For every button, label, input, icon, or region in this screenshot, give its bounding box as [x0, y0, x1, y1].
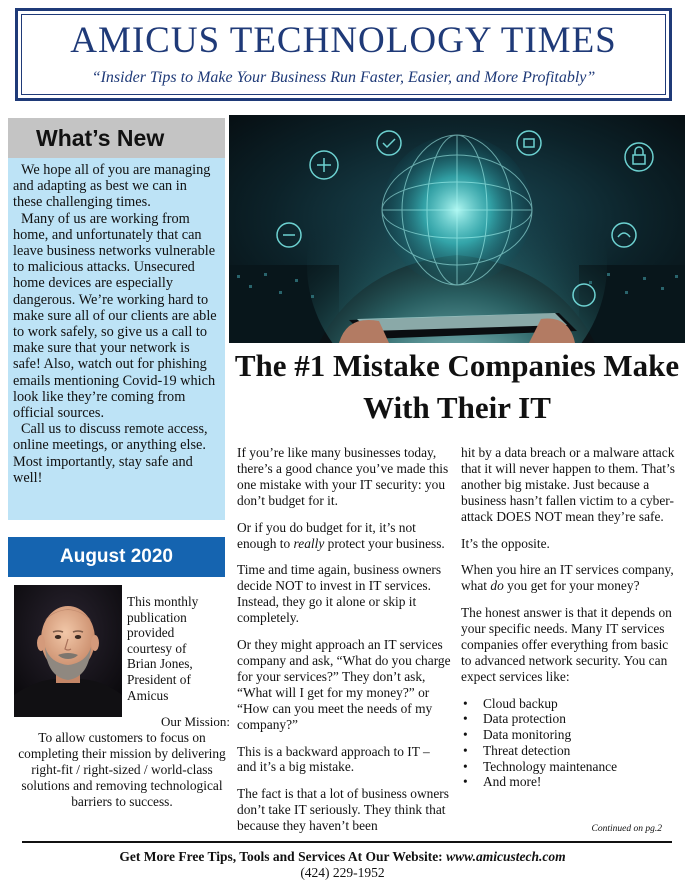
byline-line: Brian Jones,	[127, 656, 193, 672]
article-paragraph	[461, 562, 676, 594]
article-paragraph: The honest answer is that it depends on your specific needs. Many IT services companies offer everything from basic to advanced network security. You can expect services like:	[461, 605, 672, 684]
issue-date-banner	[8, 537, 225, 577]
paragraph-text: protect your business.	[324, 535, 445, 551]
newsletter-tagline: “Insider Tips to Make Your Business Run Faster, Easier, and More Profitably”	[91, 69, 596, 86]
article-paragraph: If you’re like many businesses today, there’s a good chance you’ve made this one mistake with your IT security: you don’t budget for it.	[237, 445, 449, 508]
footer-phone: (424) 229-1952	[300, 865, 385, 880]
list-item: • Cloud backup	[461, 696, 676, 712]
list-item: • Data monitoring	[461, 727, 676, 743]
list-item: • Data protection	[461, 711, 676, 727]
article-paragraph: This is a backward approach to IT – and it’s a big mistake.	[237, 743, 430, 775]
byline-line: This monthly	[127, 594, 199, 609]
whats-new-heading: What’s New	[36, 125, 165, 151]
whats-new-paragraph: We hope all of you are managing and adapting as best we can in these challenging times.	[13, 162, 211, 211]
footer-cta	[0, 849, 685, 865]
president-portrait	[14, 585, 122, 717]
portrait-image	[14, 585, 122, 717]
list-item: • Threat detection	[461, 743, 676, 759]
publication-byline	[127, 594, 227, 703]
article-paragraph: It’s the opposite.	[461, 535, 550, 551]
article-paragraph	[237, 520, 451, 552]
paragraph-text: When you hire an IT services company, what	[461, 562, 674, 594]
masthead	[15, 8, 672, 101]
footer-divider	[22, 841, 672, 843]
emphasis-text: really	[293, 535, 325, 551]
whats-new-paragraph: Many of us are working from home, and unfortunately that can leave business networks vulnerable to malicious attacks. Unsecured home devices are especially dangerous. We’re working hard to make sure all of our clients are able to work safely, so give us a call to make sure that your network is safe! Also, watch out for phishing emails mentioning Covid-19 which look like they’re coming from official sources.	[13, 210, 217, 422]
article-paragraph: hit by a data breach or a malware attack that it will never happen to them. That’s another big mistake. Just because a business hasn’t fallen victim to a cyber-attack DOES NOT mean they’re safe.	[461, 445, 675, 524]
article-paragraph: Or they might approach an IT services company and ask, “What do you charge for your services?” They don’t ask, “What will I get for my money?” or “How can you meet the needs of my company?”	[237, 637, 451, 732]
services-list	[461, 696, 676, 790]
issue-date: August 2020	[60, 546, 173, 567]
hero-illustration	[229, 115, 685, 343]
newsletter-title: AMICUS TECHNOLOGY TIMES	[70, 20, 617, 61]
byline-line: provided	[127, 625, 175, 641]
emphasis-text: do	[490, 578, 504, 594]
byline-line: publication	[127, 609, 187, 625]
mission-statement: To allow customers to focus on completing their mission by delivering right-fit / right-sized / world-class solutions and removing technological barriers to success.	[18, 730, 226, 809]
whats-new-header	[8, 118, 225, 158]
paragraph-text: you get for your money?	[503, 578, 640, 594]
article-headline: The #1 Mistake Companies Make With Their IT	[234, 348, 680, 425]
whats-new-box	[8, 158, 225, 520]
article-column-right	[461, 445, 676, 790]
byline-line: President of	[127, 671, 191, 687]
footer-text: Get More Free Tips, Tools and Services At Our Website:	[119, 849, 447, 864]
byline-line: courtesy of	[127, 640, 187, 656]
article-column-left	[237, 445, 451, 845]
mission-label: Our Mission:	[161, 714, 230, 729]
website-link[interactable]: www.amicustech.com	[446, 849, 566, 864]
list-item: • And more!	[461, 774, 676, 790]
article-paragraph: Time and time again, business owners decide NOT to invest in IT services. Instead, they go it alone or skip it completely.	[237, 562, 442, 626]
byline-line: Amicus	[127, 687, 169, 703]
list-item: • Technology maintenance	[461, 759, 676, 775]
article-paragraph: The fact is that a lot of business owners don’t take IT seriously. They think that because they haven’t been	[237, 786, 449, 834]
continued-note: Continued on pg.2	[591, 824, 662, 834]
paragraph-text: Or if you do budget for it, it’s not enough to	[237, 519, 416, 551]
hero-image-tech-network	[229, 115, 685, 343]
whats-new-paragraph: Call us to discuss remote access, online meetings, or anything else. Most importantly, stay safe and well!	[13, 421, 208, 486]
